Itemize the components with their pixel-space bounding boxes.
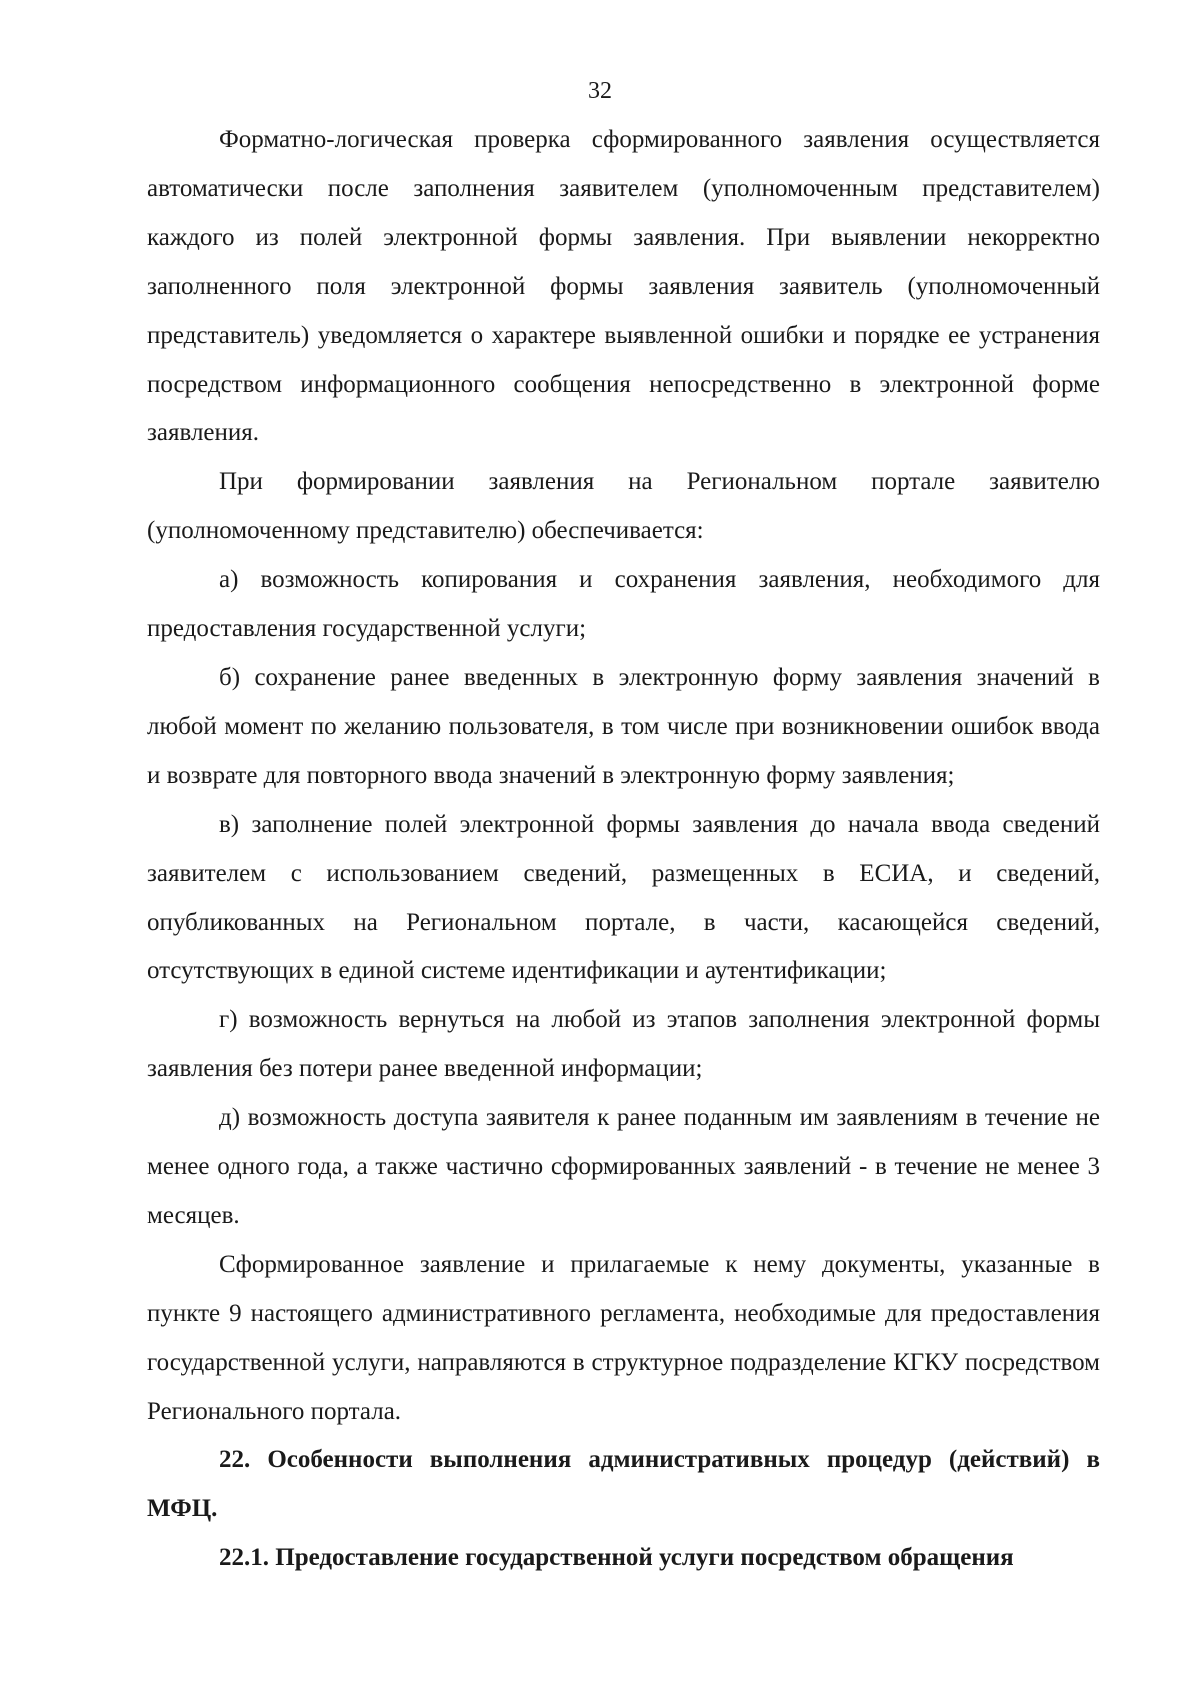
list-item-b: б) сохранение ранее введенных в электронную форму заявления значений в любой момент по желанию пользователя, в том числе при возникновении ошибок ввода и возврате для повторного ввода значений в электронную форму заявления; xyxy=(147,663,1100,789)
paragraph-portal-features-intro: При формировании заявления на Региональном портале заявителю (уполномоченному представителю) обеспечивается: xyxy=(147,468,1100,545)
section-heading-22: 22. Особенности выполнения административных процедур (действий) в МФЦ. xyxy=(147,1446,1100,1523)
list-item-g: г) возможность вернуться на любой из этапов заполнения электронной формы заявления без потери ранее введенной информации; xyxy=(147,1006,1100,1083)
list-item-a: а) возможность копирования и сохранения заявления, необходимого для предоставления государственной услуги; xyxy=(147,566,1100,643)
subsection-heading-22-1: 22.1. Предоставление государственной услуги посредством обращения xyxy=(219,1544,1014,1572)
paragraph-submission: Сформированное заявление и прилагаемые к нему документы, указанные в пункте 9 настоящего административного регламента, необходимые для предоставления государственной услуги, направляются в структурное подразделение КГКУ посредством Регионального портала. xyxy=(147,1250,1100,1425)
page-number: 32 xyxy=(588,78,612,104)
paragraph-format-check: Форматно-логическая проверка сформированного заявления осуществляется автоматически после заполнения заявителем (уполномоченным представителем) каждого из полей электронной формы заявления. При выявлении некорректно заполненного поля электронной формы заявления заявитель (уполномоченный представитель) уведомляется о характере выявленной ошибки и порядке ее устранения посредством информационного сообщения непосредственно в электронной форме заявления. xyxy=(147,126,1100,447)
list-item-v: в) заполнение полей электронной формы заявления до начала ввода сведений заявителем с использованием сведений, размещенных в ЕСИА, и сведений, опубликованных на Региональном портале, в части, касающейся сведений, отсутствующих в единой системе идентификации и аутентификации; xyxy=(147,810,1100,985)
list-item-d: д) возможность доступа заявителя к ранее поданным им заявлениям в течение не менее одного года, а также частично сформированных заявлений - в течение не менее 3 месяцев. xyxy=(147,1104,1100,1229)
document-body xyxy=(147,116,1100,1583)
